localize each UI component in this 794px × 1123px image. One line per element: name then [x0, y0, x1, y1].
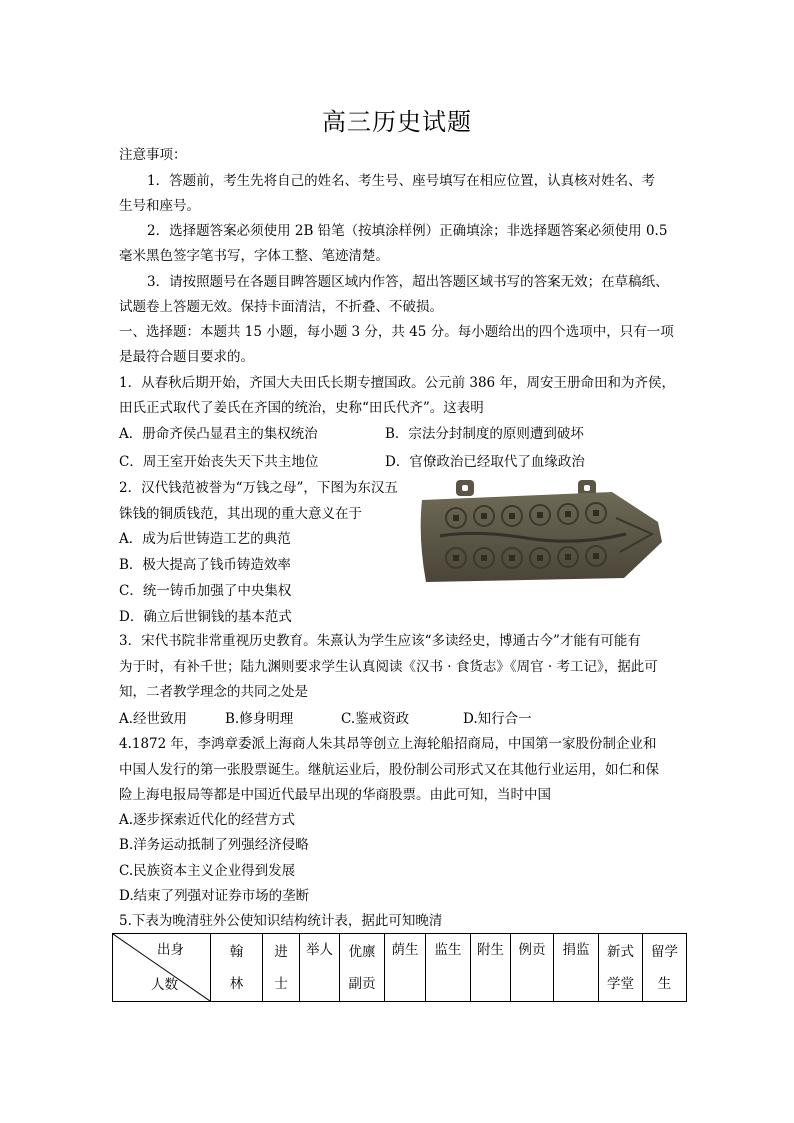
- q3-stem-cont: 为于时，有补千世；陆九渊则要求学生认真阅读《汉书 · 食货志》《周官 · 考工记》，据此可: [119, 659, 658, 675]
- q2-option-a: A．成为后世铸造工艺的典范: [119, 531, 291, 547]
- section-heading: 一、选择题：本题共 15 小题，每小题 3 分，共 45 分。每小题给出的四个选项中，只有一项: [119, 324, 674, 340]
- q4-option-a: A.逐步探索近代化的经营方式: [119, 812, 296, 828]
- q4-option-c: C.民族资本主义企业得到发展: [119, 863, 296, 879]
- notice-item-2: 2．选择题答案必须使用 2B 铅笔（按填涂样例）正确填涂；非选择题答案必须使用 0.5: [147, 223, 668, 239]
- q1-option-d: D．官僚政治已经取代了血缘政治: [385, 454, 585, 470]
- coin-mold-image: [416, 478, 664, 586]
- q4-stem-cont: 中国人发行的第一张股票诞生。继航运业后，股份制公司形式又在其他行业运用，如仁和保: [119, 762, 659, 778]
- notice-item-1: 1．答题前，考生先将自己的姓名、考生号、座号填写在相应位置，认真核对姓名、考: [147, 173, 656, 189]
- q3-option-c: C.鉴戒资政: [341, 711, 410, 727]
- table-header-cell: 翰 林: [211, 934, 263, 1002]
- notice-item-2-cont: 毫米黑色签字笔书写，字体工整、笔迹清楚。: [119, 248, 389, 264]
- notice-item-3-cont: 试题卷上答题无效。保持卡面清洁，不折叠、不破损。: [119, 299, 443, 315]
- table-header-cell: 进 士: [263, 934, 300, 1002]
- table-header-cell: 捐监: [554, 934, 599, 1002]
- q3-option-b: B.修身明理: [225, 711, 294, 727]
- q2-option-c: C．统一铸币加强了中央集权: [119, 583, 292, 599]
- q4-option-d: D.结束了列强对证券市场的垄断: [119, 888, 310, 904]
- q5-stem: 5.下表为晚清驻外公使知识结构统计表，据此可知晚清: [119, 913, 443, 929]
- q2-option-d: D．确立后世铜钱的基本范式: [119, 609, 292, 625]
- q1-option-c: C．周王室开始丧失天下共主地位: [119, 454, 319, 470]
- q3-option-d: D.知行合一: [463, 711, 532, 727]
- corner-bottom-label: 人数: [151, 977, 178, 993]
- notice-heading: 注意事项：: [119, 147, 187, 163]
- q1-option-a: A．册命齐侯凸显君主的集权统治: [119, 426, 318, 442]
- table-header-cell: 附生: [471, 934, 511, 1002]
- q1-stem-cont: 田氏正式取代了姜氏在齐国的统治，史称“田氏代齐”。这表明: [119, 400, 484, 416]
- q3-stem: 3．宋代书院非常重视历史教育。朱熹认为学生应该“多读经史，博通古今”才能有可能有: [119, 633, 641, 649]
- q4-stem: 4.1872 年，李鸿章委派上海商人朱其昂等创立上海轮船招商局，中国第一家股份制企业和: [119, 736, 657, 752]
- q1-stem: 1．从春秋后期开始，齐国大夫田氏长期专擅国政。公元前 386 年，周安王册命田和为齐侯，: [119, 375, 675, 391]
- table-header-cell: 留学 生: [643, 934, 687, 1002]
- table-header-cell: 举人: [300, 934, 340, 1002]
- q1-option-b: B．宗法分封制度的原则遭到破坏: [385, 426, 584, 442]
- corner-top-label: 出身: [157, 942, 184, 958]
- q4-option-b: B.洋务运动抵制了列强经济侵略: [119, 837, 309, 853]
- notice-item-1-cont: 生号和座号。: [119, 198, 200, 214]
- q5-table: [112, 933, 687, 1002]
- q2-stem-cont: 铢钱的铜质钱范，其出现的重大意义在于: [119, 506, 362, 522]
- table-header-cell: 优廪 副贡: [340, 934, 385, 1002]
- table-header-cell: 监生: [426, 934, 471, 1002]
- table-header-cell: 例贡: [511, 934, 554, 1002]
- section-heading-cont: 是最符合题目要求的。: [119, 349, 254, 365]
- q2-option-b: B．极大提高了钱币铸造效率: [119, 557, 291, 573]
- table-corner-cell: [113, 934, 211, 1002]
- table-header-cell: 荫生: [385, 934, 426, 1002]
- q2-stem: 2．汉代钱范被誉为“万钱之母”，下图为东汉五: [119, 480, 398, 496]
- q4-stem-cont-2: 险上海电报局等都是中国近代最早出现的华商股票。由此可知，当时中国: [119, 787, 551, 803]
- page-title: 高三历史试题: [322, 108, 472, 136]
- q3-stem-cont-2: 知，二者教学理念的共同之处是: [119, 684, 308, 700]
- table-header-cell: 新式 学堂: [599, 934, 643, 1002]
- notice-item-3: 3．请按照题号在各题目睥答题区域内作答，超出答题区域书写的答案无效；在草稿纸、: [147, 274, 669, 290]
- q3-option-a: A.经世致用: [119, 711, 188, 727]
